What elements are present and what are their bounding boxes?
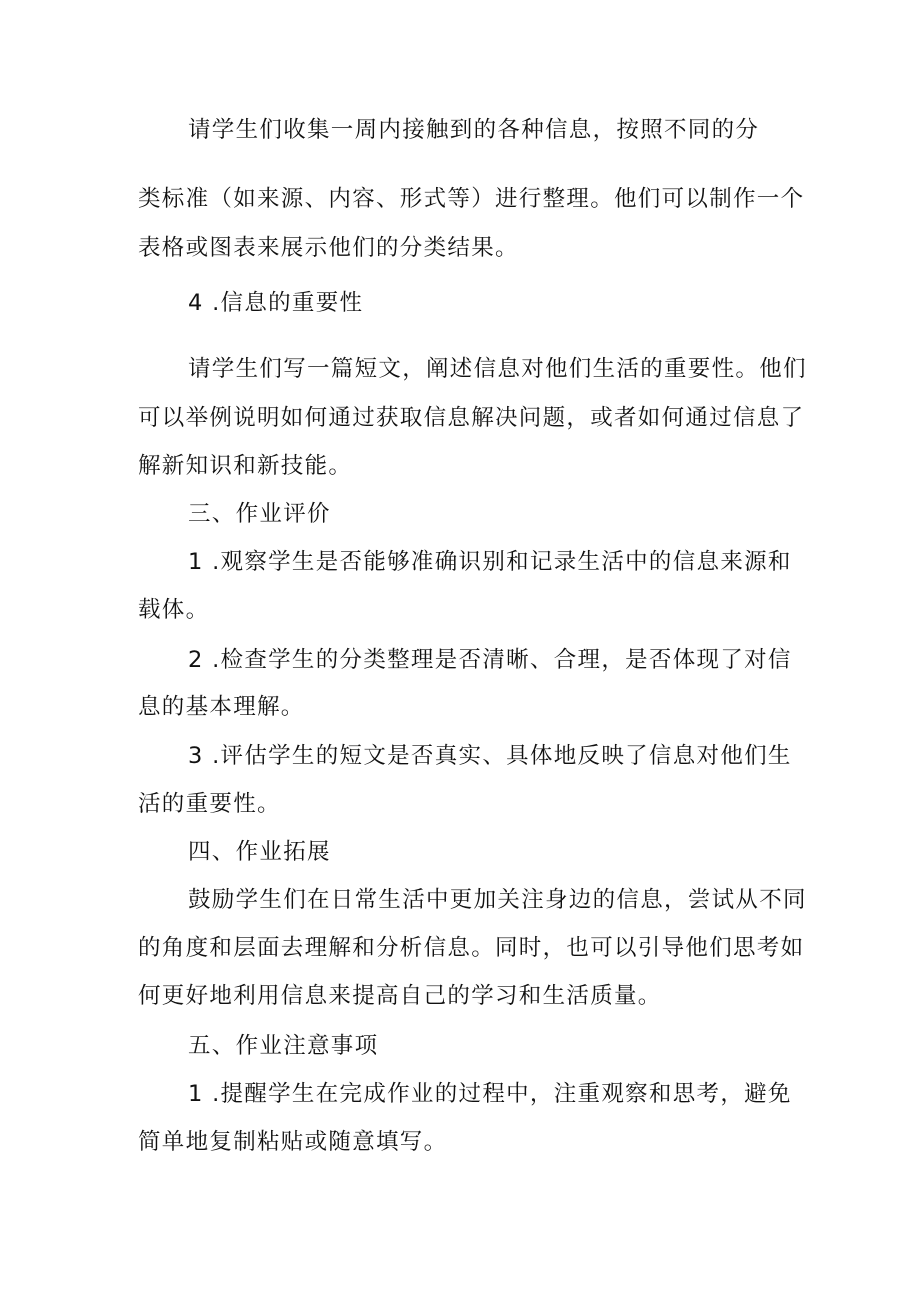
- evaluation-item-1-line-1: 1 .观察学生是否能够准确识别和记录生活中的信息来源和: [188, 549, 792, 575]
- paragraph-importance-line-1: 请学生们写一篇短文，阐述信息对他们生活的重要性。他们: [188, 356, 807, 382]
- paragraph-extension-line-1: 鼓励学生们在日常生活中更加关注身边的信息，尝试从不同: [188, 887, 807, 913]
- paragraph-importance-line-3: 解新知识和新技能。: [138, 453, 353, 479]
- paragraph-classify-line-2: 类标准（如来源、内容、形式等）进行整理。他们可以制作一个: [138, 186, 805, 212]
- section-heading-extension: 四、作业拓展: [188, 839, 331, 865]
- section-heading-importance: 4 .信息的重要性: [188, 290, 364, 316]
- evaluation-item-3-line-2: 活的重要性。: [138, 791, 281, 817]
- notes-item-1-line-2: 简单地复制粘贴或随意填写。: [138, 1129, 448, 1155]
- evaluation-item-2-line-1: 2 .检查学生的分类整理是否清晰、合理，是否体现了对信: [188, 647, 792, 673]
- evaluation-item-3-line-1: 3 .评估学生的短文是否真实、具体地反映了信息对他们生: [188, 743, 792, 769]
- paragraph-extension-line-3: 何更好地利用信息来提高自己的学习和生活质量。: [138, 983, 662, 1009]
- evaluation-item-2-line-2: 息的基本理解。: [138, 694, 305, 720]
- section-heading-notes: 五、作业注意事项: [188, 1033, 379, 1059]
- evaluation-item-1-line-2: 载体。: [138, 597, 210, 623]
- paragraph-classify-line-1: 请学生们收集一周内接触到的各种信息，按照不同的分: [188, 117, 760, 143]
- paragraph-extension-line-2: 的角度和层面去理解和分析信息。同时，也可以引导他们思考如: [138, 935, 805, 961]
- paragraph-classify-line-3: 表格或图表来展示他们的分类结果。: [138, 235, 519, 261]
- section-heading-evaluation: 三、作业评价: [188, 501, 331, 527]
- paragraph-importance-line-2: 可以举例说明如何通过获取信息解决问题，或者如何通过信息了: [138, 405, 805, 431]
- notes-item-1-line-1: 1 .提醒学生在完成作业的过程中，注重观察和思考，避免: [188, 1081, 792, 1107]
